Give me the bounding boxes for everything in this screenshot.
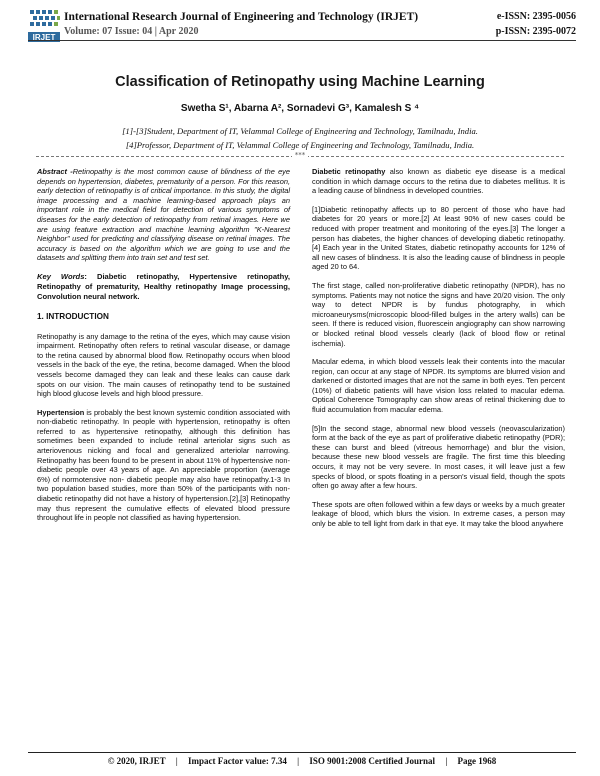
page-header [28,8,576,66]
keywords-label: Key Words [37,271,85,281]
footer-impact-factor: Impact Factor value: 7.34 [188,756,287,766]
abstract [37,167,290,263]
section-heading-introduction: 1. INTRODUCTION [37,311,109,321]
diabetic-retinopathy-paragraph [312,167,565,196]
right-paragraph-6: These spots are often followed within a few days or weeks by a much greater leakage of blood, which blurs the vision. In extreme cases, a person may only be able to tell light from dark in that eye. It may take the blood anywhere [312,499,565,528]
footer-copyright: © 2020, IRJET [107,756,166,766]
right-column [312,167,565,538]
right-paragraph-3: The first stage, called non-proliferative diabetic retinopathy (NPDR), has no symptoms. Patients may not notice the signs and have 20/20 vision. The only way to detect NPDR is by fundus photography, in which microaneurysms(microscopic blood-filled bulges in the artery walls) can be seen. If there is reduced vision, fluorescein angiography can show narrowing or blocked retinal blood vessels clearly (lack of blood flow or retinal ischemia). [312,280,565,348]
right-paragraph-2: [1]Diabetic retinopathy affects up to 80 percent of those who have had diabetes for 20 years or more.[2] At least 90% of new cases could be reduced with proper treatment and monitoring of the eyes.[3] The longer a person has diabetes, the higher chances of developing diabetic retinopathy.[4] Each year in the United States, diabetic retinopathy accounts for 12% of all new cases of blindness. It is also the leading cause of blindness in people aged 20 to 64. [312,204,565,272]
footer-separator: | [175,756,178,766]
intro-paragraph-1: Retinopathy is any damage to the retina of the eyes, which may cause vision impairment. Retinopathy often refers to retinal vascular disease, or damage to the retina caused by abnormal blood flow. Retinopathy occurs when blood vessels in the back of the eye, the retina, become damaged. When the blood vessels become damaged they can leak and these leaks can cause dark spots on our vision. The main causes of retinopathy tend to be sustained high blood glucose levels and high blood pressure. [37,331,290,399]
affiliation-professor: [4]Professor, Department of IT, Velammal College of Engineering and Technology, Tamilnadu, India. [125,140,475,150]
diabetic-retinopathy-lead: Diabetic retinopathy [312,167,386,176]
divider-stars-text: *** [292,151,309,159]
volume-issue: Volume: 07 Issue: 04 | Apr 2020 [64,26,199,37]
paper-authors: Swetha S¹, Abarna A², Sornadevi G³, Kamalesh S ⁴ [180,103,420,114]
header-rule [28,40,576,41]
footer-iso: ISO 9001:2008 Certified Journal [309,756,436,766]
footer-page-number: Page 1968 [457,756,497,766]
e-issn: e-ISSN: 2395-0056 [496,11,576,22]
journal-name: International Research Journal of Engineering and Technology (IRJET) [64,11,419,23]
diabetic-retinopathy-text: also known as diabetic eye disease is a medical condition in which damage occurs to the retina due to diabetes mellitus. It is a leading cause of blindness in developed countries. [312,167,565,196]
logo-text: IRJET [32,33,56,42]
divider-stars [0,151,600,159]
page-footer [28,752,576,772]
footer-text [28,756,576,766]
abstract-label: Abstract - [37,167,73,176]
footer-separator: | [445,756,448,766]
abstract-text: Retinopathy is the most common cause of blindness of the eye depends on hypertension, diabetes, prematurity of a person. For this reason, early detection of retinopathy is of critical importance. In this study, the digital image processing and a machine learning-based approach plays an important role in the medical field for detection of various symptoms of diseases for the early detection of retinopathy from retinal images. Here we are using feature extraction and machine learning algorithm "K-Nearest Neighbor" used for predicting and classifying disease on retinal images. The accuracy is based on the algorithm which we are going to use and the datasets and splitting them into train set and test set. [37,167,290,263]
right-paragraph-4: Macular edema, in which blood vessels leak their contents into the macular region, can occur at any stage of NPDR. Its symptoms are blurred vision and darkened or distorted images that are not the same in both eyes. Ten percent (10%) of diabetic patients will have vision loss related to macular edema. Optical Coherence Tomography can show areas of retinal thickening due to fluid accumulation from macular edema. [312,357,565,415]
irjet-logo [28,8,60,42]
paper-title: Classification of Retinopathy using Machine Learning [115,74,485,90]
footer-separator: | [297,756,300,766]
affiliation-students: [1]-[3]Student, Department of IT, Velammal College of Engineering and Technology, Tamilnadu, India. [122,126,478,136]
footer-rule [28,752,576,753]
intro-paragraph-2 [37,408,290,523]
right-paragraph-5: [5]In the second stage, abnormal new blood vessels (neovascularization) form at the back of the eye as part of proliferative diabetic retinopathy (PDR); these can burst and bleed (vitreous hemorrhage) and blur the vision, because these new blood vessels are fragile. The first time this bleeding occurs, it may not be very severe. In most cases, it will leave just a few specks of blood, or spots floating in a person's visual field, though the spots often go away after a few hours. [312,423,565,491]
hypertension-text: is probably the best known systemic condition associated with non-diabetic retinopathy. In people with hypertension, retinopathy is often referred to as hypertensive retinopathy, although this definition has sometimes been expanded to include retinal arteriolar signs such as arteriovenous nicking and focal and generalized arteriolar narrowing. Retinopathy has been found to be present in about 11% of hypertensive non-diabetic people over 43 years of age. An appreciable proportion (average 6%) of normotensive non- diabetic people may also have retinopathy.1-3 In two population based studies, more than 50% of the participants with non- diabetic retinopathy did not have a history of hypertension.[2],[3] Retinopathy may thus represent the cumulative effects of elevated blood pressure throughout life in people not classified as having hypertension. [37,407,290,523]
p-issn: p-ISSN: 2395-0072 [495,26,576,37]
keywords [37,272,290,302]
left-column [37,167,290,532]
keywords-text: : Diabetic retinopathy, Hypertensive retinopathy, Retinopathy of prematurity, Healthy retinopathy Image processing, Convolution neural network. [37,271,290,301]
hypertension-lead: Hypertension [37,407,85,417]
